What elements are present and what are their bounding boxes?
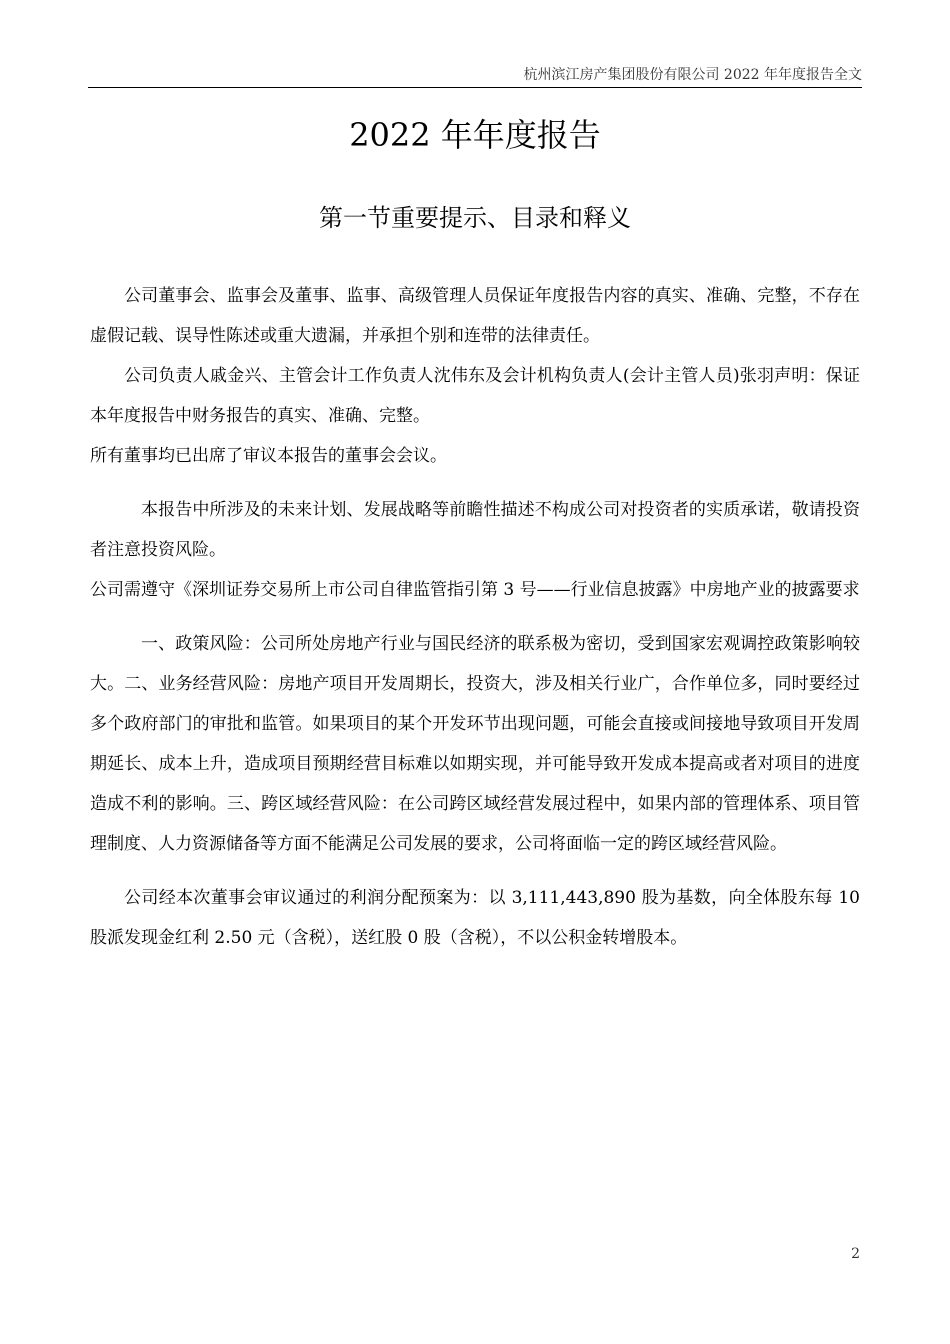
- document-body: [90, 276, 860, 958]
- report-title: 2022 年年度报告: [349, 116, 601, 154]
- section-title: 第一节重要提示、目录和释义: [319, 204, 631, 232]
- running-header: 杭州滨江房产集团股份有限公司 2022 年年度报告全文: [523, 67, 862, 83]
- paragraph-responsible-persons: 公司负责人戚金兴、主管会计工作负责人沈伟东及会计机构负责人(会计主管人员)张羽声明：保证本年度报告中财务报告的真实、准确、完整。: [90, 366, 860, 426]
- paragraph-forward-looking: 本报告中所涉及的未来计划、发展战略等前瞻性描述不构成公司对投资者的实质承诺，敬请投资者注意投资风险。: [90, 500, 860, 560]
- paragraph-directors-attendance: 所有董事均已出席了审议本报告的董事会会议。: [90, 446, 447, 466]
- header-divider: [88, 87, 862, 88]
- paragraph-profit-distribution: 公司经本次董事会审议通过的利润分配预案为：以 3,111,443,890 股为基数，向全体股东每 10 股派发现金红利 2.50 元（含税），送红股 0 股（含税），不以公积金转增股本。: [90, 888, 860, 948]
- paragraph-board-guarantee: 公司董事会、监事会及董事、监事、高级管理人员保证年度报告内容的真实、准确、完整，不存在虚假记载、误导性陈述或重大遗漏，并承担个别和连带的法律责任。: [90, 286, 860, 346]
- paragraph-risk-factors: 一、政策风险：公司所处房地产行业与国民经济的联系极为密切，受到国家宏观调控政策影响较大。二、业务经营风险：房地产项目开发周期长，投资大，涉及相关行业广，合作单位多，同时要经过多个政府部门的审批和监管。如果项目的某个开发环节出现问题，可能会直接或间接地导致项目开发周期延长、成本上升，造成项目预期经营目标难以如期实现，并可能导致开发成本提高或者对项目的进度造成不利的影响。三、跨区域经营风险：在公司跨区域经营发展过程中，如果内部的管理体系、项目管理制度、人力资源储备等方面不能满足公司发展的要求，公司将面临一定的跨区域经营风险。: [90, 634, 860, 854]
- page-number: 2: [851, 1246, 860, 1262]
- paragraph-disclosure-requirement: 公司需遵守《深圳证券交易所上市公司自律监管指引第 3 号——行业信息披露》中房地产业的披露要求: [90, 580, 860, 600]
